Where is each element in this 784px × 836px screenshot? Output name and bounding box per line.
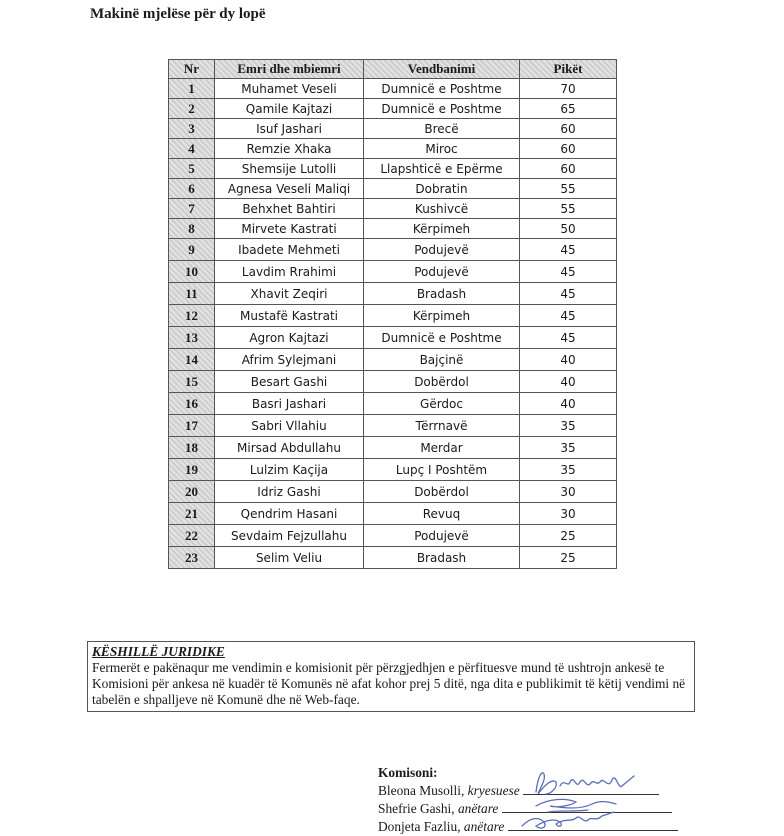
name-cell: Qamile Kajtazi [215,99,364,119]
residence-cell: Kushivcë [364,199,520,219]
row-number-cell: 4 [169,139,215,159]
member-role: anëtare [463,819,505,834]
table-row [169,179,617,199]
member-name: Bleona Musolli, [378,783,468,798]
table-row [169,525,617,547]
row-number-cell: 21 [169,503,215,525]
member-name: Donjeta Fazliu, [378,819,464,834]
residence-cell: Dobërdol [364,481,520,503]
name-cell: Remzie Xhaka [215,139,364,159]
row-number-cell: 2 [169,99,215,119]
name-cell: Afrim Sylejmani [215,349,364,371]
signature-line [508,818,678,831]
name-cell: Isuf Jashari [215,119,364,139]
column-header-nr: Nr [169,60,215,79]
table-row [169,327,617,349]
row-number-cell: 15 [169,371,215,393]
table-row [169,481,617,503]
signature-line [523,782,659,795]
residence-cell: Podujevë [364,525,520,547]
table-row [169,199,617,219]
name-cell: Sabri Vllahiu [215,415,364,437]
name-cell: Basri Jashari [215,393,364,415]
points-cell: 25 [520,525,617,547]
name-cell: Behxhet Bahtiri [215,199,364,219]
column-header-points: Pikët [520,60,617,79]
row-number-cell: 23 [169,547,215,569]
name-cell: Lulzim Kaçija [215,459,364,481]
points-cell: 45 [520,261,617,283]
residence-cell: Dobratin [364,179,520,199]
residence-cell: Kërpimeh [364,219,520,239]
commission-label: Komisoni: [378,765,438,780]
table-row [169,415,617,437]
table-row [169,393,617,415]
name-cell: Agron Kajtazi [215,327,364,349]
residence-cell: Merdar [364,437,520,459]
member-role: kryesuese [467,783,520,798]
commission-block [378,764,678,836]
column-header-residence: Vendbanimi [364,60,520,79]
table-row [169,459,617,481]
row-number-cell: 3 [169,119,215,139]
points-cell: 60 [520,139,617,159]
residence-cell: Dobërdol [364,371,520,393]
name-cell: Qendrim Hasani [215,503,364,525]
table-row [169,219,617,239]
row-number-cell: 9 [169,239,215,261]
name-cell: Mirvete Kastrati [215,219,364,239]
member-role: anëtare [457,801,499,816]
table-row [169,119,617,139]
name-cell: Ibadete Mehmeti [215,239,364,261]
row-number-cell: 12 [169,305,215,327]
points-cell: 70 [520,79,617,99]
points-cell: 40 [520,349,617,371]
residence-cell: Bradash [364,547,520,569]
points-cell: 40 [520,371,617,393]
document-title: Makinë mjelëse për dy lopë [90,6,266,22]
residence-cell: Gërdoc [364,393,520,415]
table-row [169,261,617,283]
table-row [169,503,617,525]
points-cell: 55 [520,199,617,219]
row-number-cell: 20 [169,481,215,503]
row-number-cell: 22 [169,525,215,547]
table-row [169,239,617,261]
name-cell: Shemsije Lutolli [215,159,364,179]
points-cell: 30 [520,481,617,503]
name-cell: Muhamet Veseli [215,79,364,99]
points-cell: 55 [520,179,617,199]
commission-member-3 [378,818,678,836]
points-cell: 40 [520,393,617,415]
name-cell: Sevdaim Fejzullahu [215,525,364,547]
residence-cell: Kërpimeh [364,305,520,327]
name-cell: Mirsad Abdullahu [215,437,364,459]
points-cell: 45 [520,305,617,327]
row-number-cell: 14 [169,349,215,371]
table-body [169,79,617,569]
row-number-cell: 8 [169,219,215,239]
points-cell: 35 [520,437,617,459]
points-cell: 45 [520,239,617,261]
points-cell: 45 [520,283,617,305]
row-number-cell: 1 [169,79,215,99]
name-cell: Lavdim Rrahimi [215,261,364,283]
table-row [169,283,617,305]
table-row [169,371,617,393]
residence-cell: Revuq [364,503,520,525]
row-number-cell: 17 [169,415,215,437]
commission-member-2 [378,800,678,818]
points-cell: 60 [520,159,617,179]
member-name: Shefrie Gashi, [378,801,458,816]
name-cell: Idriz Gashi [215,481,364,503]
commission-member-chair [378,782,678,800]
points-cell: 60 [520,119,617,139]
residence-cell: Lupç I Poshtëm [364,459,520,481]
legal-advice-text: Fermerët e pakënaqur me vendimin e komisionit për përzgjedhjen e përfituesve mund të ushtrojn ankesë te Komisioni për ankesa në kuadër të Komunës në afat kohor prej 5 ditë, nga dita e publikimit të këtij vendimi në tabelën e shpalljeve në Komunë dhe në Web-faqe. [92,660,686,707]
table-row [169,437,617,459]
points-cell: 35 [520,459,617,481]
name-cell: Agnesa Veseli Maliqi [215,179,364,199]
residence-cell: Bradash [364,283,520,305]
points-cell: 50 [520,219,617,239]
residence-cell: Miroc [364,139,520,159]
table-row [169,159,617,179]
name-cell: Xhavit Zeqiri [215,283,364,305]
residence-cell: Dumnicë e Poshtme [364,99,520,119]
table-row [169,349,617,371]
points-cell: 65 [520,99,617,119]
table-row [169,99,617,119]
residence-cell: Llapshticë e Epërme [364,159,520,179]
name-cell: Selim Veliu [215,547,364,569]
row-number-cell: 18 [169,437,215,459]
column-header-name: Emri dhe mbiemri [215,60,364,79]
row-number-cell: 16 [169,393,215,415]
points-cell: 45 [520,327,617,349]
table-header-row [169,60,617,79]
results-table [168,59,617,569]
points-cell: 35 [520,415,617,437]
signature-line [502,800,672,813]
points-cell: 30 [520,503,617,525]
row-number-cell: 5 [169,159,215,179]
row-number-cell: 10 [169,261,215,283]
residence-cell: Podujevë [364,261,520,283]
residence-cell: Dumnicë e Poshtme [364,327,520,349]
table-row [169,547,617,569]
name-cell: Besart Gashi [215,371,364,393]
residence-cell: Podujevë [364,239,520,261]
residence-cell: Tërrnavë [364,415,520,437]
residence-cell: Brecë [364,119,520,139]
name-cell: Mustafë Kastrati [215,305,364,327]
residence-cell: Dumnicë e Poshtme [364,79,520,99]
residence-cell: Bajçinë [364,349,520,371]
table-row [169,79,617,99]
table-row [169,305,617,327]
legal-advice-heading: KËSHILLË JURIDIKE [92,644,225,659]
legal-advice-box [87,641,695,712]
table-row [169,139,617,159]
row-number-cell: 7 [169,199,215,219]
row-number-cell: 6 [169,179,215,199]
points-cell: 25 [520,547,617,569]
row-number-cell: 13 [169,327,215,349]
row-number-cell: 11 [169,283,215,305]
row-number-cell: 19 [169,459,215,481]
